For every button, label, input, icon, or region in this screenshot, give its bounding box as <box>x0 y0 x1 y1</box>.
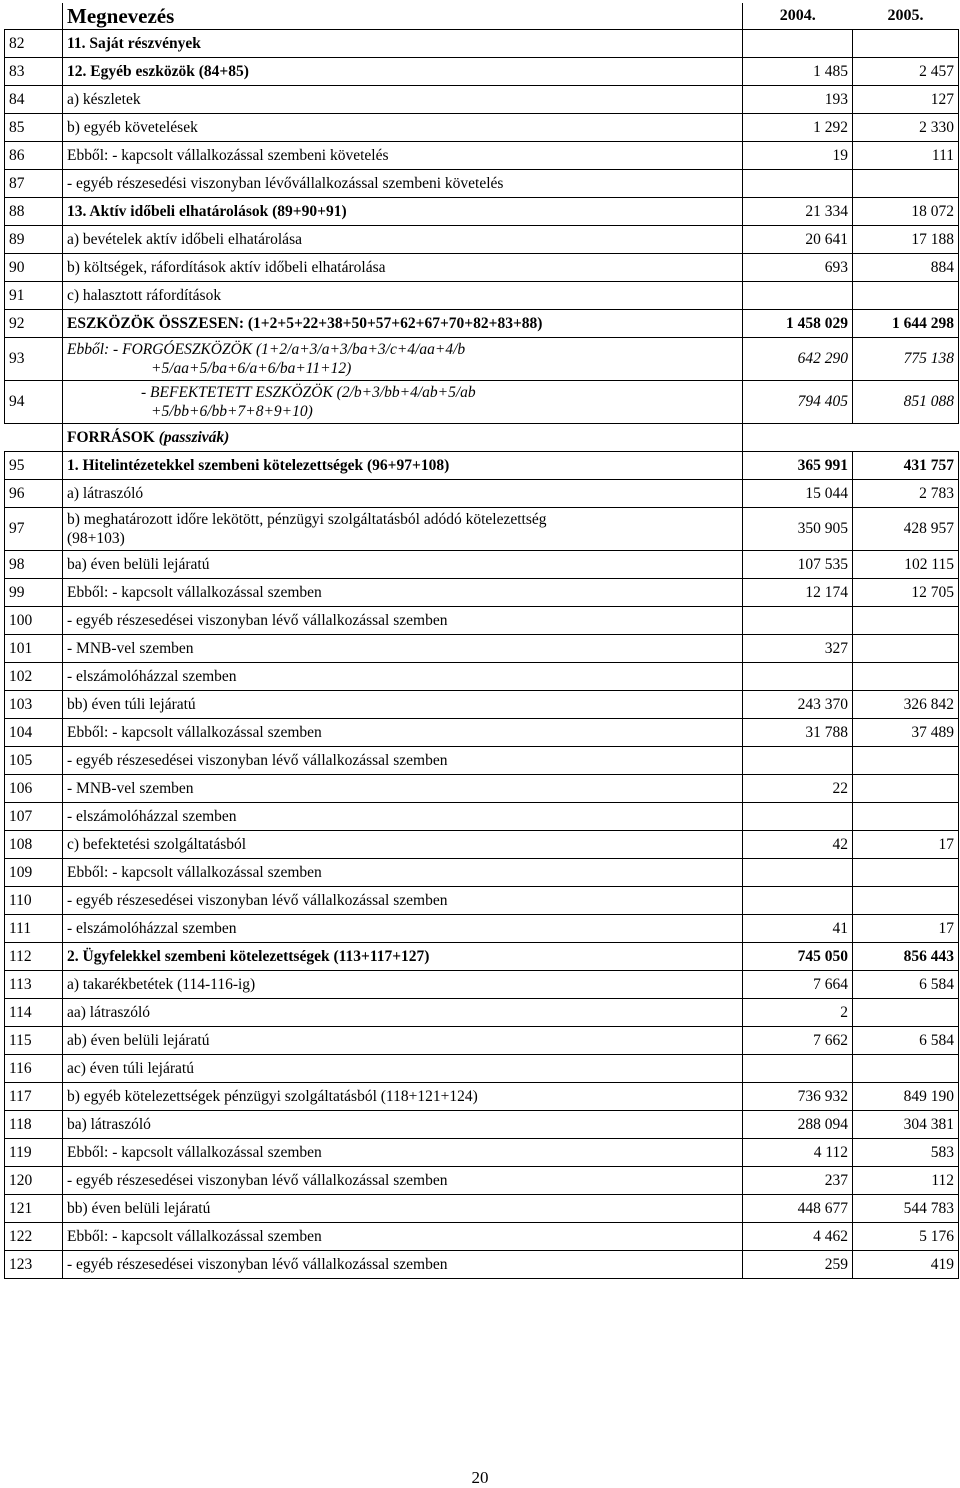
value-2004: 243 370 <box>743 691 853 719</box>
row-description: ac) éven túli lejáratú <box>63 1055 743 1083</box>
value-2005: 18 072 <box>853 198 959 226</box>
section-header-row <box>5 424 959 452</box>
row-number: 105 <box>5 747 63 775</box>
row-number: 123 <box>5 1251 63 1279</box>
row-description: - elszámolóházzal szemben <box>63 663 743 691</box>
row-number: 92 <box>5 310 63 338</box>
table-row <box>5 1055 959 1083</box>
value-2004: 642 290 <box>743 338 853 381</box>
table-row <box>5 381 959 424</box>
row-description <box>63 508 743 551</box>
row-description: ba) látraszóló <box>63 1111 743 1139</box>
value-2004: 4 112 <box>743 1139 853 1167</box>
row-description <box>63 338 743 381</box>
row-description: 1. Hitelintézetekkel szembeni kötelezettségek (96+97+108) <box>63 452 743 480</box>
value-2005: 102 115 <box>853 551 959 579</box>
value-2004 <box>743 170 853 198</box>
value-2005: 112 <box>853 1167 959 1195</box>
value-2004: 736 932 <box>743 1083 853 1111</box>
row-number: 116 <box>5 1055 63 1083</box>
row-description <box>63 381 743 424</box>
value-2005: 127 <box>853 86 959 114</box>
table-row <box>5 114 959 142</box>
row-description: - egyéb részesedései viszonyban lévő vállalkozással szemben <box>63 607 743 635</box>
row-description: c) befektetési szolgáltatásból <box>63 831 743 859</box>
value-2004: 193 <box>743 86 853 114</box>
table-row <box>5 635 959 663</box>
row-number: 104 <box>5 719 63 747</box>
section-empty-cell <box>853 424 959 452</box>
row-number: 118 <box>5 1111 63 1139</box>
table-row <box>5 1083 959 1111</box>
table-row <box>5 338 959 381</box>
value-2005 <box>853 635 959 663</box>
value-2005 <box>853 282 959 310</box>
value-2004: 448 677 <box>743 1195 853 1223</box>
table-row <box>5 691 959 719</box>
value-2005: 583 <box>853 1139 959 1167</box>
row-description: 13. Aktív időbeli elhatárolások (89+90+91) <box>63 198 743 226</box>
table-row <box>5 30 959 58</box>
table-row <box>5 1111 959 1139</box>
table-row <box>5 551 959 579</box>
table-row <box>5 859 959 887</box>
row-description: ab) éven belüli lejáratú <box>63 1027 743 1055</box>
row-description: Ebből: - kapcsolt vállalkozással szemben <box>63 859 743 887</box>
row-description: bb) éven belüli lejáratú <box>63 1195 743 1223</box>
table-row <box>5 1139 959 1167</box>
row-description-line-2: +5/aa+5/ba+6/a+6/ba+11+12) <box>151 360 352 377</box>
table-row <box>5 1251 959 1279</box>
value-2004 <box>743 1055 853 1083</box>
value-2005: 851 088 <box>853 381 959 424</box>
row-description-line-1: - BEFEKTETETT ESZKÖZÖK (2/b+3/bb+4/ab+5/ab <box>141 384 476 401</box>
table-row <box>5 508 959 551</box>
value-2005 <box>853 30 959 58</box>
header-title: Megnevezés <box>63 3 743 30</box>
row-number: 94 <box>5 381 63 424</box>
row-number: 83 <box>5 58 63 86</box>
value-2005 <box>853 999 959 1027</box>
header-row <box>5 3 959 30</box>
row-description: 2. Ügyfelekkel szembeni kötelezettségek (113+117+127) <box>63 943 743 971</box>
table-row <box>5 803 959 831</box>
table-row <box>5 943 959 971</box>
row-number: 113 <box>5 971 63 999</box>
value-2005: 12 705 <box>853 579 959 607</box>
row-description: Ebből: - kapcsolt vállalkozással szemben <box>63 1139 743 1167</box>
row-description: - elszámolóházzal szemben <box>63 915 743 943</box>
table-row <box>5 480 959 508</box>
row-number: 102 <box>5 663 63 691</box>
value-2004: 350 905 <box>743 508 853 551</box>
value-2004: 41 <box>743 915 853 943</box>
row-description: aa) látraszóló <box>63 999 743 1027</box>
table-row <box>5 452 959 480</box>
value-2004: 259 <box>743 1251 853 1279</box>
value-2005 <box>853 887 959 915</box>
value-2005: 17 <box>853 915 959 943</box>
value-2004: 22 <box>743 775 853 803</box>
section-title-sub: (passzivák) <box>158 428 230 446</box>
table-row <box>5 1195 959 1223</box>
row-description: b) költségek, ráfordítások aktív időbeli elhatárolása <box>63 254 743 282</box>
value-2004: 745 050 <box>743 943 853 971</box>
row-description: ESZKÖZÖK ÖSSZESEN: (1+2+5+22+38+50+57+62+67+70+82+83+88) <box>63 310 743 338</box>
header-num-cell <box>5 3 63 30</box>
row-description: Ebből: - kapcsolt vállalkozással szemben <box>63 1223 743 1251</box>
value-2005: 419 <box>853 1251 959 1279</box>
row-description-line-1: Ebből: - FORGÓESZKÖZÖK (1+2/a+3/a+3/ba+3/c+4/aa+4/b <box>67 341 466 358</box>
row-number: 109 <box>5 859 63 887</box>
value-2004 <box>743 30 853 58</box>
table-row <box>5 1223 959 1251</box>
value-2004 <box>743 282 853 310</box>
row-number: 106 <box>5 775 63 803</box>
row-description: Ebből: - kapcsolt vállalkozással szemben <box>63 579 743 607</box>
value-2005: 884 <box>853 254 959 282</box>
table-row <box>5 663 959 691</box>
row-description: a) készletek <box>63 86 743 114</box>
row-description: - egyéb részesedései viszonyban lévő vállalkozással szemben <box>63 747 743 775</box>
value-2004: 15 044 <box>743 480 853 508</box>
table-row <box>5 775 959 803</box>
page-number: 20 <box>471 1468 489 1487</box>
row-description: bb) éven túli lejáratú <box>63 691 743 719</box>
row-number: 108 <box>5 831 63 859</box>
row-number: 87 <box>5 170 63 198</box>
table-row <box>5 58 959 86</box>
value-2004 <box>743 607 853 635</box>
section-empty-cell <box>743 424 853 452</box>
row-number: 121 <box>5 1195 63 1223</box>
section-num-cell <box>5 424 63 452</box>
row-description-line-2: +5/bb+6/bb+7+8+9+10) <box>151 403 313 420</box>
value-2004 <box>743 887 853 915</box>
value-2005 <box>853 1055 959 1083</box>
row-number: 93 <box>5 338 63 381</box>
value-2004: 21 334 <box>743 198 853 226</box>
row-description: 12. Egyéb eszközök (84+85) <box>63 58 743 86</box>
value-2004: 1 292 <box>743 114 853 142</box>
value-2005: 111 <box>853 142 959 170</box>
row-number: 115 <box>5 1027 63 1055</box>
value-2005: 17 <box>853 831 959 859</box>
value-2004: 4 462 <box>743 1223 853 1251</box>
row-number: 97 <box>5 508 63 551</box>
value-2004: 31 788 <box>743 719 853 747</box>
value-2005: 37 489 <box>853 719 959 747</box>
value-2004: 20 641 <box>743 226 853 254</box>
value-2004: 1 485 <box>743 58 853 86</box>
row-number: 120 <box>5 1167 63 1195</box>
row-description: a) takarékbetétek (114-116-ig) <box>63 971 743 999</box>
value-2005: 431 757 <box>853 452 959 480</box>
row-description: - MNB-vel szemben <box>63 635 743 663</box>
table-row <box>5 198 959 226</box>
table-row <box>5 831 959 859</box>
table-row <box>5 971 959 999</box>
value-2004: 12 174 <box>743 579 853 607</box>
section-title <box>63 424 743 452</box>
value-2005: 326 842 <box>853 691 959 719</box>
value-2005: 6 584 <box>853 1027 959 1055</box>
balance-sheet-table <box>4 3 959 1279</box>
table-row <box>5 887 959 915</box>
row-description: b) egyéb követelések <box>63 114 743 142</box>
table-row <box>5 1167 959 1195</box>
value-2005 <box>853 663 959 691</box>
row-number: 85 <box>5 114 63 142</box>
table-row <box>5 142 959 170</box>
row-description: a) látraszóló <box>63 480 743 508</box>
value-2004: 365 991 <box>743 452 853 480</box>
row-description: Ebből: - kapcsolt vállalkozással szembeni követelés <box>63 142 743 170</box>
value-2004: 42 <box>743 831 853 859</box>
table-row <box>5 607 959 635</box>
table-row <box>5 86 959 114</box>
row-description: - egyéb részesedései viszonyban lévő vállalkozással szemben <box>63 1251 743 1279</box>
header-year-2005: 2005. <box>853 3 959 30</box>
value-2004 <box>743 859 853 887</box>
value-2005 <box>853 607 959 635</box>
row-description: c) halasztott ráfordítások <box>63 282 743 310</box>
row-description: - egyéb részesedési viszonyban lévővállalkozással szembeni követelés <box>63 170 743 198</box>
table-row <box>5 719 959 747</box>
table-row <box>5 254 959 282</box>
row-description-line-1: b) meghatározott időre lekötött, pénzügyi szolgáltatásból adódó kötelezettség <box>67 511 547 528</box>
row-number: 88 <box>5 198 63 226</box>
value-2005: 2 783 <box>853 480 959 508</box>
row-number: 122 <box>5 1223 63 1251</box>
value-2004: 794 405 <box>743 381 853 424</box>
value-2005: 856 443 <box>853 943 959 971</box>
value-2004: 1 458 029 <box>743 310 853 338</box>
section-title-main: FORRÁSOK <box>67 428 155 446</box>
row-number: 100 <box>5 607 63 635</box>
value-2004 <box>743 747 853 775</box>
row-number: 112 <box>5 943 63 971</box>
row-description: Ebből: - kapcsolt vállalkozással szemben <box>63 719 743 747</box>
table-row <box>5 310 959 338</box>
table-row <box>5 579 959 607</box>
value-2004: 19 <box>743 142 853 170</box>
value-2005: 304 381 <box>853 1111 959 1139</box>
value-2004: 7 664 <box>743 971 853 999</box>
table-row <box>5 747 959 775</box>
table-row <box>5 282 959 310</box>
value-2004 <box>743 663 853 691</box>
value-2004 <box>743 803 853 831</box>
value-2005 <box>853 803 959 831</box>
value-2005 <box>853 859 959 887</box>
table-row <box>5 999 959 1027</box>
value-2004: 2 <box>743 999 853 1027</box>
header-year-2004: 2004. <box>743 3 853 30</box>
value-2005 <box>853 170 959 198</box>
row-number: 111 <box>5 915 63 943</box>
table-row <box>5 170 959 198</box>
row-number: 99 <box>5 579 63 607</box>
value-2005: 849 190 <box>853 1083 959 1111</box>
value-2005: 428 957 <box>853 508 959 551</box>
value-2004: 327 <box>743 635 853 663</box>
row-description: a) bevételek aktív időbeli elhatárolása <box>63 226 743 254</box>
row-number: 103 <box>5 691 63 719</box>
row-number: 91 <box>5 282 63 310</box>
row-description: - elszámolóházzal szemben <box>63 803 743 831</box>
row-number: 90 <box>5 254 63 282</box>
row-number: 98 <box>5 551 63 579</box>
row-description: b) egyéb kötelezettségek pénzügyi szolgáltatásból (118+121+124) <box>63 1083 743 1111</box>
value-2005: 544 783 <box>853 1195 959 1223</box>
value-2004: 288 094 <box>743 1111 853 1139</box>
value-2005: 5 176 <box>853 1223 959 1251</box>
value-2005: 1 644 298 <box>853 310 959 338</box>
value-2005: 2 330 <box>853 114 959 142</box>
row-number: 84 <box>5 86 63 114</box>
value-2004: 237 <box>743 1167 853 1195</box>
table-row <box>5 226 959 254</box>
value-2005: 6 584 <box>853 971 959 999</box>
value-2004: 7 662 <box>743 1027 853 1055</box>
row-number: 95 <box>5 452 63 480</box>
value-2005: 775 138 <box>853 338 959 381</box>
row-number: 110 <box>5 887 63 915</box>
value-2005: 2 457 <box>853 58 959 86</box>
row-description: - egyéb részesedései viszonyban lévő vállalkozással szemben <box>63 1167 743 1195</box>
value-2005 <box>853 775 959 803</box>
row-description: - egyéb részesedései viszonyban lévő vállalkozással szemben <box>63 887 743 915</box>
row-number: 114 <box>5 999 63 1027</box>
row-description: - MNB-vel szemben <box>63 775 743 803</box>
row-number: 82 <box>5 30 63 58</box>
row-number: 107 <box>5 803 63 831</box>
row-number: 86 <box>5 142 63 170</box>
row-description-line-2: (98+103) <box>67 530 125 547</box>
value-2005 <box>853 747 959 775</box>
table-row <box>5 915 959 943</box>
row-number: 96 <box>5 480 63 508</box>
table-row <box>5 1027 959 1055</box>
row-number: 89 <box>5 226 63 254</box>
value-2004: 107 535 <box>743 551 853 579</box>
row-number: 119 <box>5 1139 63 1167</box>
row-number: 117 <box>5 1083 63 1111</box>
row-description: 11. Saját részvények <box>63 30 743 58</box>
row-number: 101 <box>5 635 63 663</box>
row-description: ba) éven belüli lejáratú <box>63 551 743 579</box>
value-2004: 693 <box>743 254 853 282</box>
value-2005: 17 188 <box>853 226 959 254</box>
